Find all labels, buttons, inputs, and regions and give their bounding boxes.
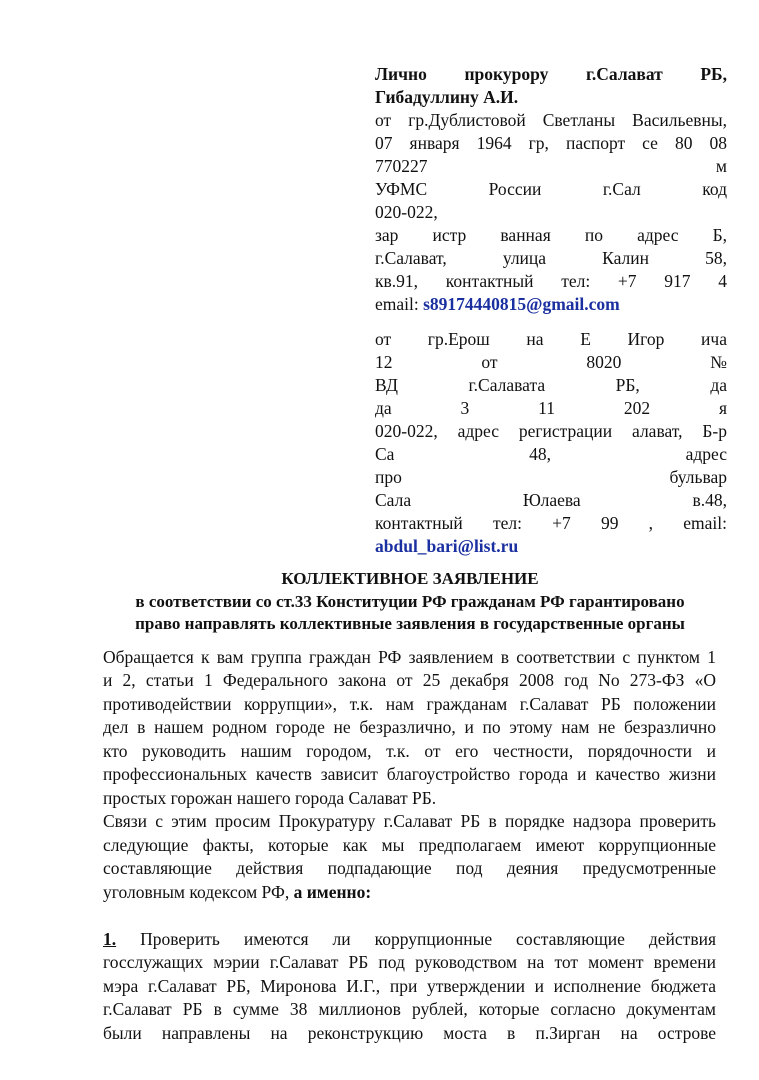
text-line: мэра г.Салават РБ, Миронова И.Г., при утверждении и исполнение бюджета: [103, 975, 716, 996]
text-line: и 2, статьи 1 Федерального закона от 25 декабря 2008 год No 273-ФЗ «О: [103, 670, 716, 690]
addressee-line: Лично прокурору г.Салават РБ,: [375, 64, 727, 84]
document-title: [90, 568, 730, 636]
text-line: Са 48, адрес: [375, 444, 727, 464]
sender2-block: [375, 328, 727, 558]
sender1-email-line: [375, 293, 727, 316]
sender2-email[interactable]: abdul_bari@list.ru: [375, 536, 519, 556]
text-line: госслужащих мэрии г.Салават РБ под руководством на тот момент времени: [103, 952, 716, 972]
text-line: г.Салават РБ в сумме 38 миллионов рублей, которые согласно документам: [103, 999, 716, 1019]
text-line: от гр.Ерош на Е Игор ича: [375, 329, 727, 349]
text-line: зар истр ванная по адрес Б,: [375, 225, 727, 245]
title-sub: в соответствии со ст.33 Конституции РФ гражданам РФ гарантировано: [135, 591, 685, 611]
item-1: [103, 951, 716, 1045]
text-line: 020-022, адрес регистрации алават, Б-р: [375, 421, 727, 441]
paragraph-text: уголовным кодексом РФ,: [103, 881, 294, 902]
text-line: дел в нашем родном городе не безразлично, и по этому нам не безразлично: [103, 717, 716, 737]
paragraph-1: [103, 646, 716, 811]
text-line: составляющие действия подпадающие под деяния предусмотренные: [103, 858, 716, 878]
text-line: 12 от 8020 №: [375, 352, 727, 372]
item-1-first-line: [103, 928, 716, 952]
text-line: кв.91, контактный тел: +7 917 4: [375, 271, 727, 291]
paragraph-2: [103, 810, 716, 881]
text-line: Связи с этим просим Прокуратуру г.Салават РБ в порядке надзора проверить: [103, 811, 716, 831]
text-line: 020-022,: [375, 202, 438, 222]
text-line: профессиональных качеств зависит благоустройство города и качество жизни: [103, 764, 716, 784]
text-line: 07 января 1964 гр, паспорт се 80 08: [375, 133, 727, 153]
text-line: 770227 м: [375, 156, 727, 176]
text-line: УФМС России г.Сал код: [375, 179, 727, 199]
title-main: КОЛЛЕКТИВНОЕ ЗАЯВЛЕНИЕ: [281, 569, 539, 588]
sender1-email[interactable]: s89174440815@gmail.com: [423, 294, 620, 314]
sender2-email-line: [375, 535, 727, 558]
text-line: были направлены на реконструкцию моста в п.Зирган на острове: [103, 1022, 716, 1043]
paragraph-bold-text: а именно:: [293, 881, 372, 902]
text-line: противодействии коррупции», т.к. нам гражданам г.Салават РБ положении: [103, 693, 716, 714]
item-number: 1.: [103, 928, 117, 949]
text-line: Сала Юлаева в.48,: [375, 490, 727, 510]
email-label: email:: [375, 294, 424, 314]
paragraph-line: [103, 881, 716, 905]
addressee-name: Гибадуллину А.И.: [375, 87, 519, 107]
text-line: следующие факты, которые как мы предполагаем имеют коррупционные: [103, 834, 716, 855]
text-line: г.Салават, улица Калин 58,: [375, 248, 727, 268]
document-body: [103, 646, 716, 1046]
sender2-details: [375, 328, 727, 535]
text-line: ВД г.Салавата РБ, да: [375, 375, 727, 395]
text-line: контактный тел: +7 99 , email:: [375, 513, 727, 533]
addressee-block: [375, 63, 727, 316]
text-line: от гр.Дублистовой Светланы Васильевны,: [375, 110, 727, 130]
text-line: простых горожан нашего города Салават РБ.: [103, 787, 437, 808]
title-sub: право направлять коллективные заявления в государственные органы: [135, 614, 685, 633]
text-line: Обращается к вам группа граждан РФ заявлением в соответствии с пунктом 1: [103, 646, 716, 667]
text-line: кто руководить нашим городом, т.к. от его честности, порядочности и: [103, 740, 716, 761]
text-line: про бульвар: [375, 467, 727, 487]
item-text: Проверить имеются ли коррупционные составляющие действия: [116, 928, 716, 949]
sender1-details: [375, 109, 727, 293]
text-line: да 3 11 202 я: [375, 398, 727, 418]
